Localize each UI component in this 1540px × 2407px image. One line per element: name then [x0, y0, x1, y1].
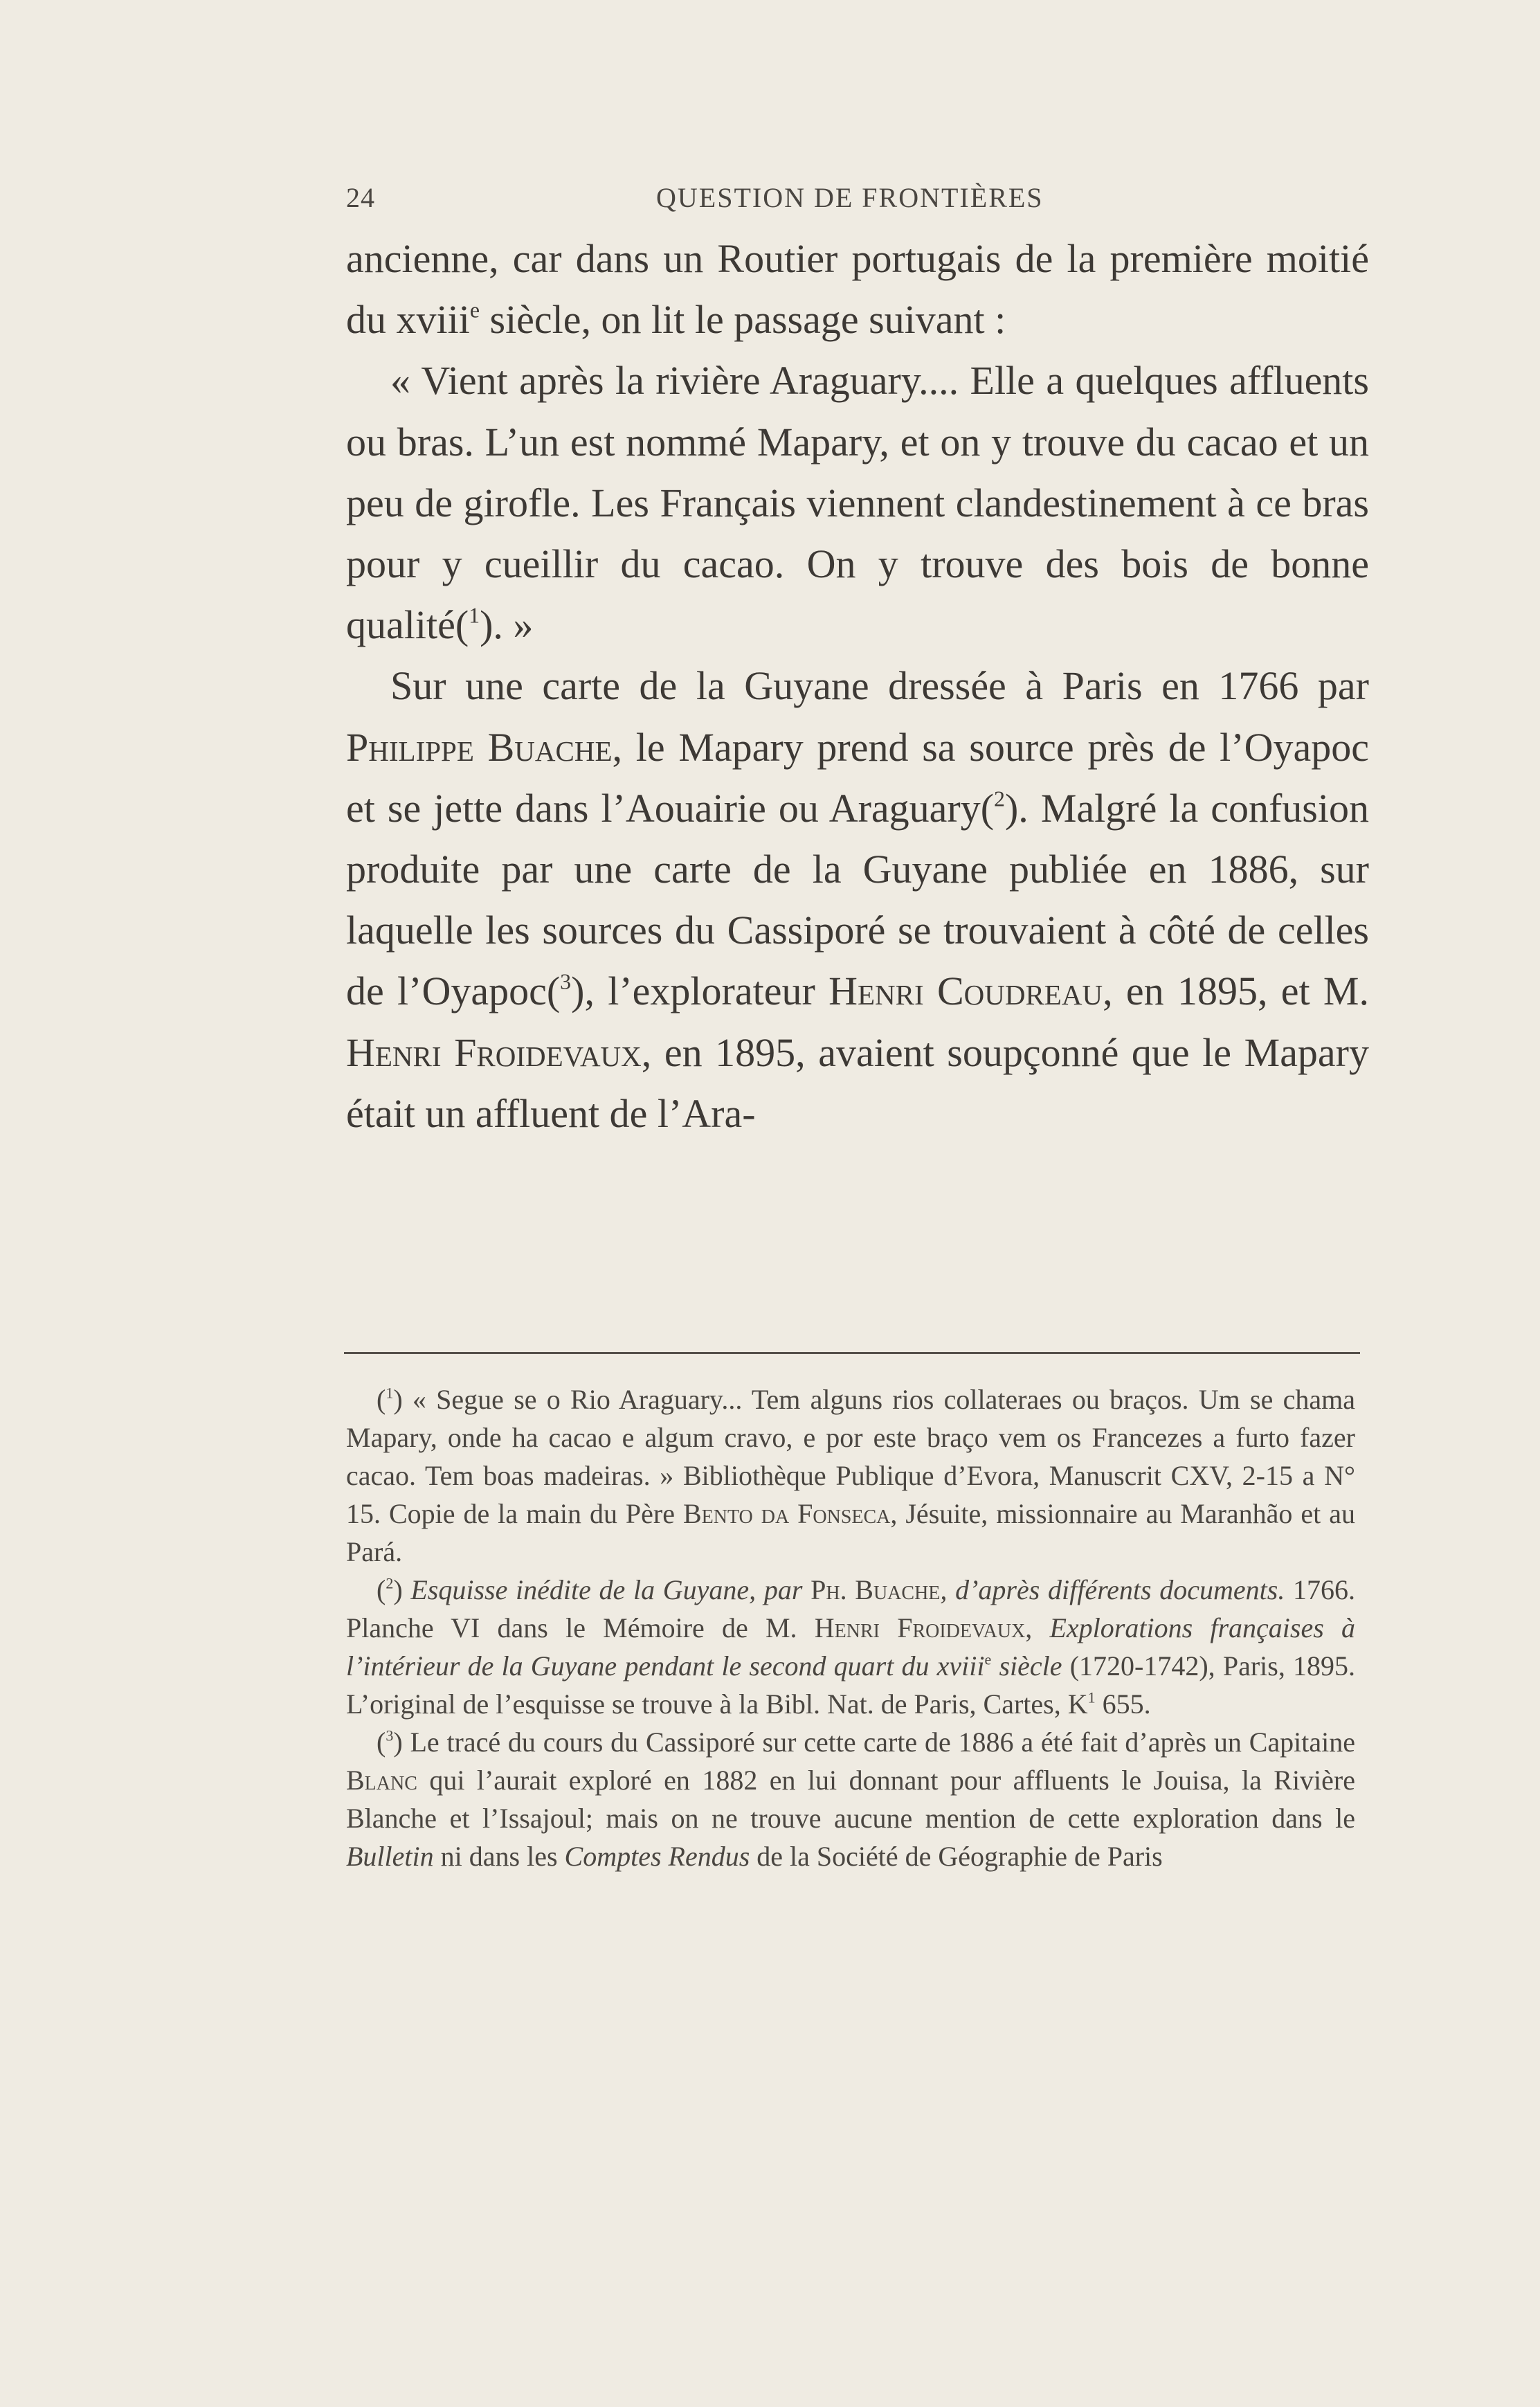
footnote-1: ($^1$) « Segue se o Rio Araguary... Tem alguns rios collateraes ou braços. Um se chama Mapary, onde ha cacao e algum cravo, e por este braço vem os Francezes a furto fazer cacao. Tem boas madeiras. » Bibliothèque Publique d’Evora, Manuscrit CXV, 2-15 a N° 15. Copie de la main du Père Bento da Fonseca, Jésuite, missionnaire au Maranhão et au Pará.: [346, 1384, 1355, 1567]
paragraph-1-text-end: siècle, on lit le passage suivant :: [480, 297, 1006, 343]
paragraph-1-text: ancienne, car dans un Routier portugais de la première moitié du xviii: [346, 236, 1369, 343]
footnote-3-text-c: ni dans les: [433, 1841, 565, 1872]
superscript: 1: [1087, 1688, 1096, 1706]
work-title: Esquisse inédite de la Guyane, par: [410, 1574, 803, 1605]
paragraph-3-text-c: ). Malgré la confusion produite par une carte de la Guyane publiée en 1886, sur laquelle les sources du Cassiporé se trouvaient à côté de celles de l’Oyapoc(: [346, 785, 1369, 1014]
paragraph-3-text-b: , le Mapary prend sa source près de l’Oyapoc et se jette dans l’Aouairie ou Araguary(: [346, 724, 1369, 831]
person-name: Ph. Buache: [810, 1574, 941, 1605]
person-name: Henri Froidevaux: [814, 1612, 1026, 1643]
footnote-3-text-end: de la Société de Géographie de Paris: [750, 1841, 1163, 1872]
footnote-2-text-c: (1720-1742), Paris, 1895. L’original de l’esquisse se trouve à la Bibl. Nat. de Paris, Cartes, K: [346, 1650, 1355, 1720]
work-title: Bulletin: [346, 1841, 434, 1872]
paragraph-3-text-f: , en 1895, avaient soupçonné que le Mapary était un affluent de l’Ara-: [346, 1029, 1369, 1136]
running-title: QUESTION DE FRONTIÈRES: [656, 182, 1044, 213]
footnote-3: ($^3$) Le tracé du cours du Cassiporé sur cette carte de 1886 a été fait d’après un Capitaine Blanc qui l’aurait exploré en 1882 en lui donnant pour affluents le Jouisa, la Rivière Blanche et l’Issajoul; mais on ne trouve aucune mention de cette exploration dans le Bulletin ni dans les Comptes Rendus de la Société de Géographie de Paris: [346, 1727, 1355, 1872]
footnote-ref-2[interactable]: 2: [994, 786, 1005, 811]
superscript: e: [984, 1650, 992, 1668]
footnote-ref-3[interactable]: 3: [560, 970, 572, 995]
superscript: e: [469, 298, 480, 323]
footnote-2-text-end: 655.: [1095, 1688, 1151, 1720]
footnote-1-text-end: , Jésuite, missionnaire au Maranhão et au Pará.: [346, 1498, 1355, 1567]
footnote-3-text: Le tracé du cours du Cassiporé sur cette carte de 1886 a été fait d’après un Capitaine: [402, 1727, 1355, 1758]
footnote-mark: 3: [386, 1727, 394, 1745]
quote-text: « Vient après la rivière Araguary.... Elle a quelques affluents ou bras. L’un est nommé Mapary, et on y trouve du cacao et un peu de girofle. Les Français viennent clandestinement à ce bras pour y cueillir du cacao. On y trouve des bois de bonne qualité(: [346, 358, 1369, 648]
person-name: Philippe Buache: [346, 724, 613, 770]
footnotes: [346, 1380, 1355, 1875]
footnote-2: ($^2$) Esquisse inédite de la Guyane, par Ph. Buache, d’après différents documents. 1766. Planche VI dans le Mémoire de M. Henri Froidevaux, Explorations françaises à l’intérieur de la Guyane pendant le second quart du xviii$^e$ siècle (1720-1742), Paris, 1895. L’original de l’esquisse se trouve à la Bibl. Nat. de Paris, Cartes, $K^1$ 655.: [346, 1574, 1356, 1720]
main-text: [346, 228, 1369, 1144]
paragraph-2-quote: [346, 350, 1369, 656]
footnote-2-sep: ,: [1025, 1612, 1050, 1643]
footnote-mark: 2: [386, 1574, 394, 1592]
paragraph-1: [346, 228, 1369, 350]
footnote-2-text: 1766. Planche VI dans le Mémoire de M.: [346, 1574, 1356, 1643]
page-header: [346, 181, 1370, 223]
paragraph-3-text-e: , en 1895, et M.: [1103, 968, 1369, 1014]
work-title: Explorations françaises à l’intérieur de la Guyane pendant le second quart du xviii: [346, 1612, 1356, 1682]
person-name: Blanc: [346, 1765, 417, 1796]
paragraph-3-text-a: Sur une carte de la Guyane dressée à Paris en 1766 par: [390, 663, 1369, 709]
footnote-3-text-b: qui l’aurait exploré en 1882 en lui donnant pour affluents le Jouisa, la Rivière Blanche et l’Issajoul; mais on ne trouve aucune mention de cette exploration dans le: [346, 1765, 1355, 1834]
work-title: Comptes Rendus: [564, 1841, 750, 1872]
quote-end: ). »: [480, 602, 534, 648]
work-title: , d’après différents documents.: [940, 1574, 1285, 1605]
page-number: 24: [346, 182, 375, 213]
footnote-divider: [344, 1352, 1360, 1354]
person-name: Henri Coudreau: [828, 968, 1103, 1014]
work-title: siècle: [991, 1650, 1062, 1682]
person-name: Henri Froidevaux: [346, 1029, 642, 1075]
paragraph-3: [346, 656, 1369, 1144]
footnote-1-text: « Segue se o Rio Araguary... Tem alguns rios collateraes ou braços. Um se chama Mapary, onde ha cacao e algum cravo, e por este braço vem os Francezes a furto fazer cacao. Tem boas madeiras. » Bibliothèque Publique d’Evora, Manuscrit CXV, 2-15 a N° 15. Copie de la main du Père: [346, 1384, 1355, 1529]
paragraph-3-text-d: ), l’explorateur: [571, 968, 829, 1014]
person-name: Bento da Fonseca: [682, 1498, 891, 1529]
footnote-ref-1[interactable]: 1: [469, 603, 480, 628]
footnote-mark: 1: [386, 1384, 394, 1402]
